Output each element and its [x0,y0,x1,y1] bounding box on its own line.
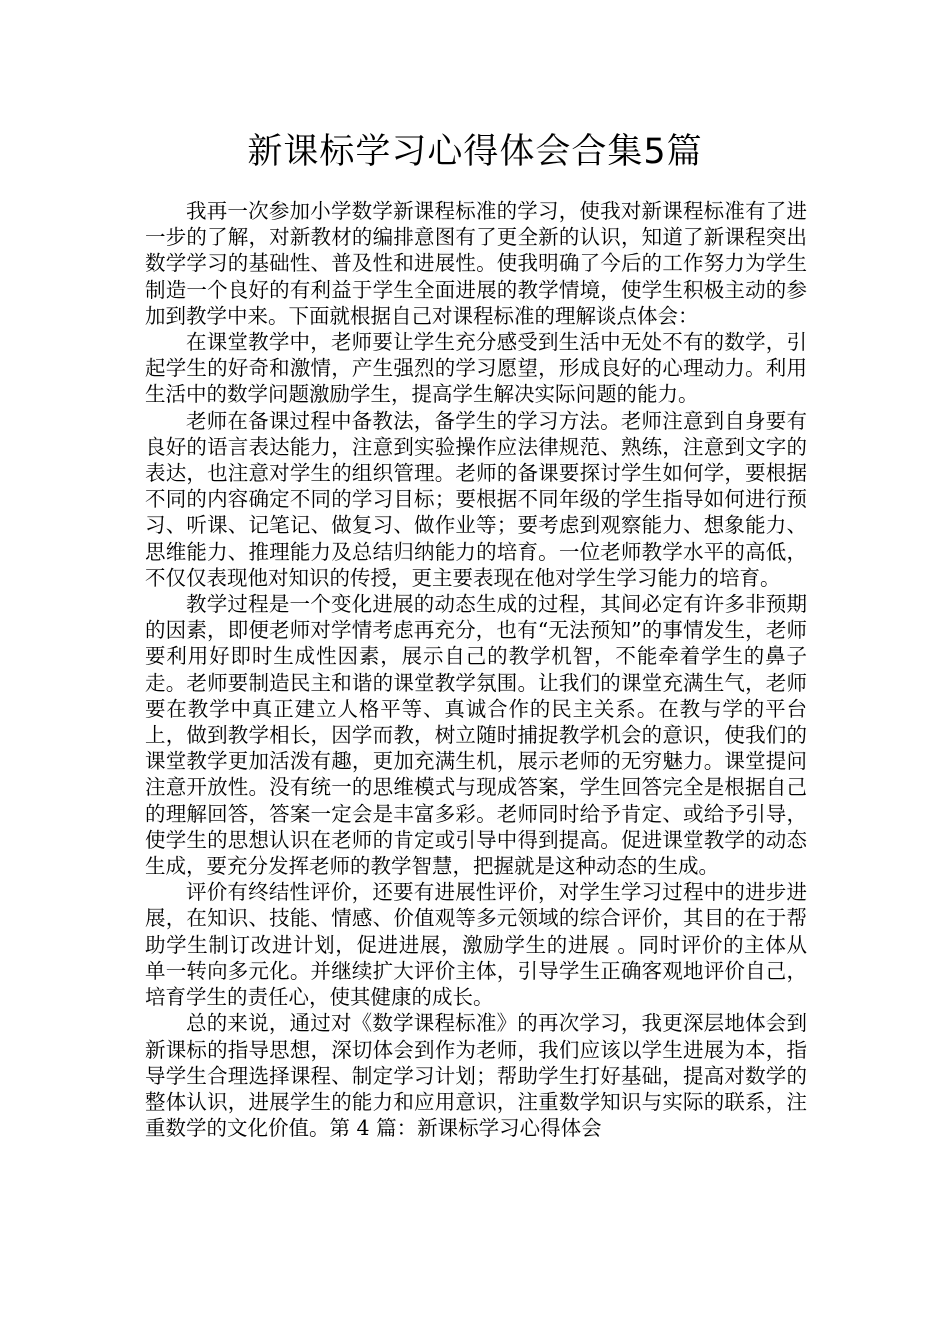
paragraph-2: 在课堂教学中，老师要让学生充分感受到生活中无处不有的数学，引起学生的好奇和激情，产生强烈的学习愿望，形成良好的心理动力。利用生活中的数学问题激励学生，提高学生解决实际问题的能力。 [145,330,807,407]
document-body [145,198,807,1141]
paragraph-1: 我再一次参加小学数学新课程标准的学习，使我对新课程标准有了进一步的了解，对新教材的编排意图有了更全新的认识，知道了新课程突出数学学习的基础性、普及性和进展性。使我明确了今后的工作努力为学生制造一个良好的有利益于学生全面进展的教学情境，使学生积极主动的参加到教学中来。下面就根据自己对课程标准的理解谈点体会： [145,199,807,328]
paragraph-6: 总的来说，通过对《数学课程标准》的再次学习，我更深层地体会到新课标的指导思想，深切体会到作为老师，我们应该以学生进展为本，指导学生合理选择课程、制定学习计划；帮助学生打好基础，提高对数学的整体认识，进展学生的能力和应用意识，注重数学知识与实际的联系，注重数学的文化价值。第 4 篇：新课标学习心得体会 [145,1011,807,1141]
paragraph-3: 老师在备课过程中备教法，备学生的学习方法。老师注意到自身要有良好的语言表达能力，注意到实验操作应法律规范、熟练，注意到文字的表达，也注意对学生的组织管理。老师的备课要探讨学生如何学，要根据不同的内容确定不同的学习目标；要根据不同年级的学生指导如何进行预习、听课、记笔记、做复习、做作业等；要考虑到观察能力、想象能力、思维能力、推理能力及总结归纳能力的培育。一位老师教学水平的高低，不仅仅表现他对知识的传授，更主要表现在他对学生学习能力的培育。 [145,408,807,590]
paragraph-4: 教学过程是一个变化进展的动态生成的过程，其间必定有许多非预期的因素，即便老师对学情考虑再充分，也有“无法预知”的事情发生，老师要利用好即时生成性因素，展示自己的教学机智，不能牵着学生的鼻子走。老师要制造民主和谐的课堂教学氛围。让我们的课堂充满生气，老师要在教学中真正建立人格平等、真诚合作的民主关系。在教与学的平台上，做到教学相长，因学而教，树立随时捕捉教学机会的意识，使我们的课堂教学更加活泼有趣，更加充满生机，展示老师的无穷魅力。课堂提问注意开放性。没有统一的思维模式与现成答案，学生回答完全是根据自己的理解回答，答案一定会是丰富多彩。老师同时给予肯定、或给予引导，使学生的思想认识在老师的肯定或引导中得到提高。促进课堂教学的动态生成，要充分发挥老师的教学智慧，把握就是这种动态的生成。 [145,592,807,879]
paragraph-5: 评价有终结性评价，还要有进展性评价，对学生学习过程中的进步进展，在知识、技能、情感、价值观等多元领域的综合评价，其目的在于帮助学生制订改进计划，促进进展，激励学生的进展 。同时评价的主体从单一转向多元化。并继续扩大评价主体，引导学生正确客观地评价自己，培育学生的责任心，使其健康的成长。 [145,880,807,1010]
document-title: 新课标学习心得体会合集5篇 [247,132,703,172]
